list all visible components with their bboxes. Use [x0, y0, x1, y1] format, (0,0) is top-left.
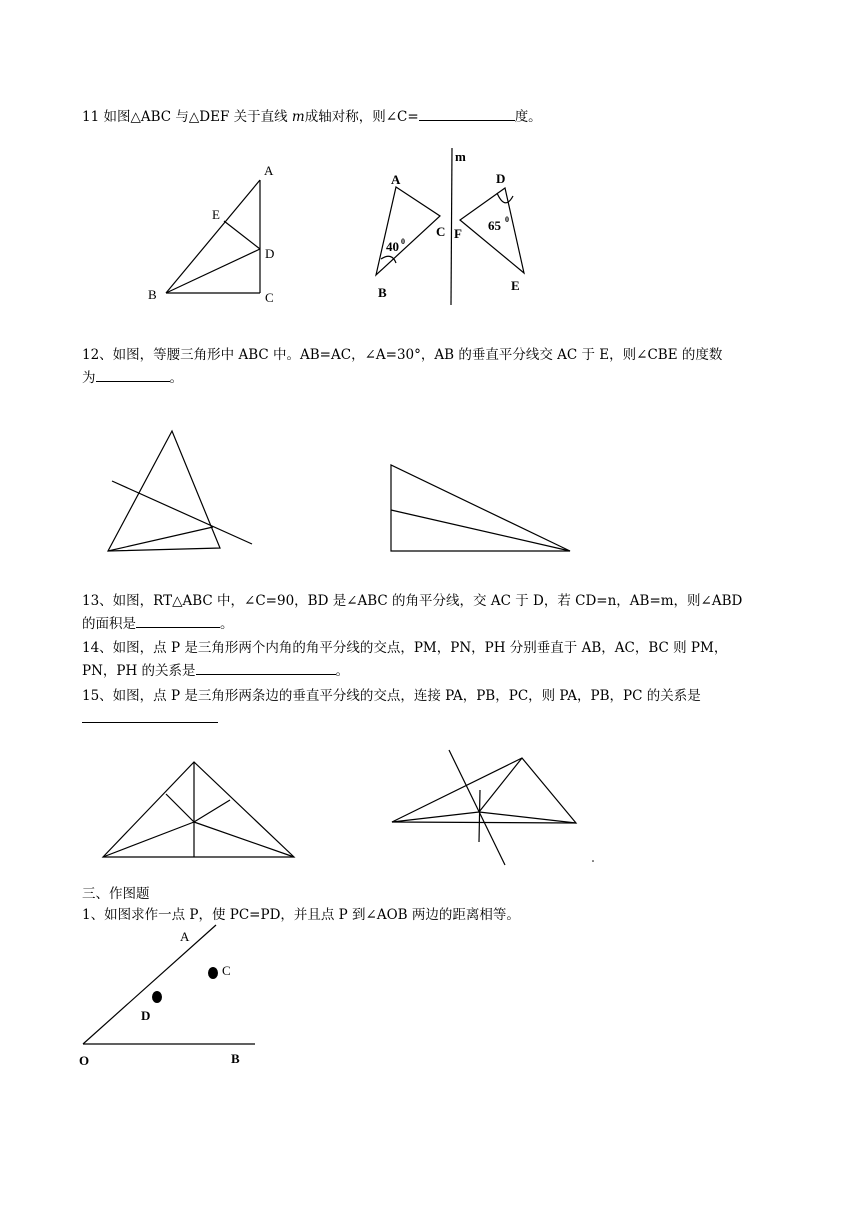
fig11a-label-D: D [265, 246, 275, 261]
point-C [208, 967, 218, 979]
q11-line-m: m [291, 109, 305, 125]
fig11b-label-65: 65 [488, 218, 501, 233]
fig11b-label-40: 40 [386, 239, 399, 254]
q11-suffix: 度。 [514, 109, 542, 125]
point-D [152, 991, 162, 1003]
section3-title: 三、作图题 [82, 886, 150, 902]
q12-line2-suffix: 。 [169, 370, 183, 386]
fig-c1-label-O: O [79, 1053, 90, 1068]
q11-middle: 成轴对称，则∠C= [304, 109, 419, 125]
q12-line1: 12、如图，等腰三角形中 ABC 中。AB=AC，∠A=30°，AB 的垂直平分线交 AC 于 E，则∠CBE 的度数 [82, 347, 723, 363]
q14-line1: 14、如图，点 P 是三角形两个内角的角平分线的交点，PM，PN，PH 分别垂直于 AB，AC，BC 则 PM， [82, 640, 728, 656]
q14-line2-prefix: PN，PH 的关系是 [82, 663, 196, 679]
fig11b-label-F: F [454, 226, 462, 241]
q12-line2-prefix: 为 [82, 370, 96, 386]
ray-OA [83, 925, 216, 1044]
fig11b-label-C: C [436, 224, 446, 239]
fig11a-label-C: C [265, 290, 274, 305]
fig-c1-label-C: C [222, 963, 231, 978]
fig-c1-label-B: B [231, 1051, 240, 1066]
fig11b-label-B: B [378, 285, 387, 300]
fig11a-label-E: E [212, 207, 220, 222]
fig11a-label-B: B [148, 287, 157, 302]
q13-line2-suffix: 。 [220, 616, 234, 632]
q11-prefix: 11 如图△ABC 与△DEF 关于直线 [82, 109, 288, 125]
fig11b-label-E: E [511, 278, 520, 293]
q13-line1: 13、如图，RT△ABC 中，∠C=90，BD 是∠ABC 的角平分线，交 AC 于 D，若 CD=n，AB=m，则∠ABD [82, 593, 743, 609]
fig11b-label-m: m [455, 149, 466, 164]
fig11b-deg-40: 0 [401, 237, 405, 246]
fig-c1-label-D: D [141, 1008, 151, 1023]
q15-line1: 15、如图，点 P 是三角形两条边的垂直平分线的交点，连接 PA，PB，PC，则 PA，PB，PC 的关系是 [82, 688, 701, 704]
fig-c1-label-A: A [180, 929, 190, 944]
fig11b-label-D: D [496, 171, 506, 186]
fig11b-deg-65: 0 [505, 215, 509, 224]
c1-text: 1、如图求作一点 P，使 PC=PD，并且点 P 到∠AOB 两边的距离相等。 [82, 907, 520, 923]
fig11a-label-A: A [264, 163, 274, 178]
fig11b-label-A: A [391, 172, 401, 187]
q13-line2-prefix: 的面积是 [82, 616, 136, 632]
q14-line2-suffix: 。 [335, 663, 350, 679]
